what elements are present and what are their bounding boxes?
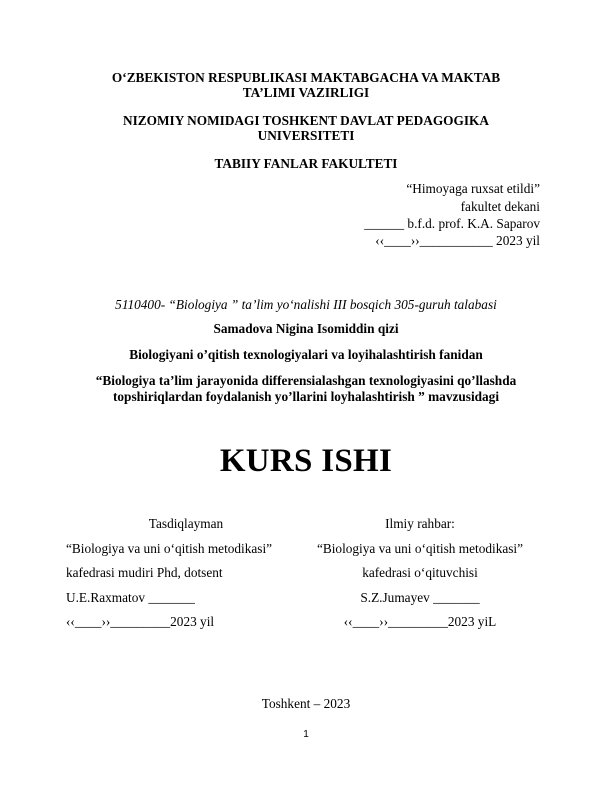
left-signature-heading: Tasdiqlayman — [148, 516, 224, 531]
faculty-name: TABIIY FANLAR FAKULTETI — [214, 156, 398, 171]
right-signature-block — [306, 516, 534, 639]
topic-line-2: topshiriqlardan foydalanish yo’llarini loyhalashtirish ” mavzusidagi — [112, 389, 500, 404]
right-signature-name: S.Z.Jumayev _______ — [360, 589, 480, 605]
right-signature-heading: Ilmiy rahbar: — [385, 516, 455, 531]
left-signature-department: “Biologiya va uni o‘qitish metodikasi” — [66, 540, 273, 556]
left-signature-date: ‹‹____››_________2023 yil — [66, 614, 215, 630]
page-number: 1 — [303, 729, 309, 740]
document-title: KURS ISHI — [219, 443, 393, 479]
student-group-line: 5110400- “Biologiya ” ta’lim yo‘nalishi III bosqich 305-guruh talabasi — [115, 297, 497, 312]
right-signature-position: kafedrasi o‘qituvchisi — [362, 565, 478, 581]
right-signature-department: “Biologiya va uni o‘qitish metodikasi” — [316, 540, 524, 556]
subject-line: Biologiyani o’qitish texnologiyalari va loyihalashtirish fanidan — [129, 347, 483, 362]
left-signature-position: kafedrasi mudiri Phd, dotsent — [66, 565, 223, 581]
topic-line-1: “Biologiya ta’lim jarayonida differensialashgan texnologiyasini qo’llashda — [95, 373, 517, 388]
approval-dean-signature: ______ b.f.d. prof. K.A. Saparov — [364, 216, 540, 231]
university-line-2: UNIVERSITETI — [257, 128, 355, 143]
university-line-1: NIZOMIY NOMIDAGI TOSHKENT DAVLAT PEDAGOGIKA — [123, 113, 489, 128]
left-signature-name: U.E.Raxmatov _______ — [66, 589, 195, 605]
right-signature-date: ‹‹____››_________2023 yiL — [343, 614, 497, 630]
approval-dean-title: fakultet dekani — [460, 199, 540, 214]
city-year: Toshkent – 2023 — [261, 696, 351, 711]
approval-permission: “Himoyaga ruxsat etildi” — [406, 181, 540, 196]
approval-date: ‹‹____››___________ 2023 yil — [375, 233, 540, 248]
left-signature-block — [66, 516, 306, 639]
ministry-line-2: TA’LIMI VAZIRLIGI — [242, 85, 370, 100]
student-name: Samadova Nigina Isomiddin qizi — [213, 321, 399, 336]
ministry-line-1: O‘ZBEKISTON RESPUBLIKASI MAKTABGACHA VA MAKTAB — [111, 70, 501, 85]
